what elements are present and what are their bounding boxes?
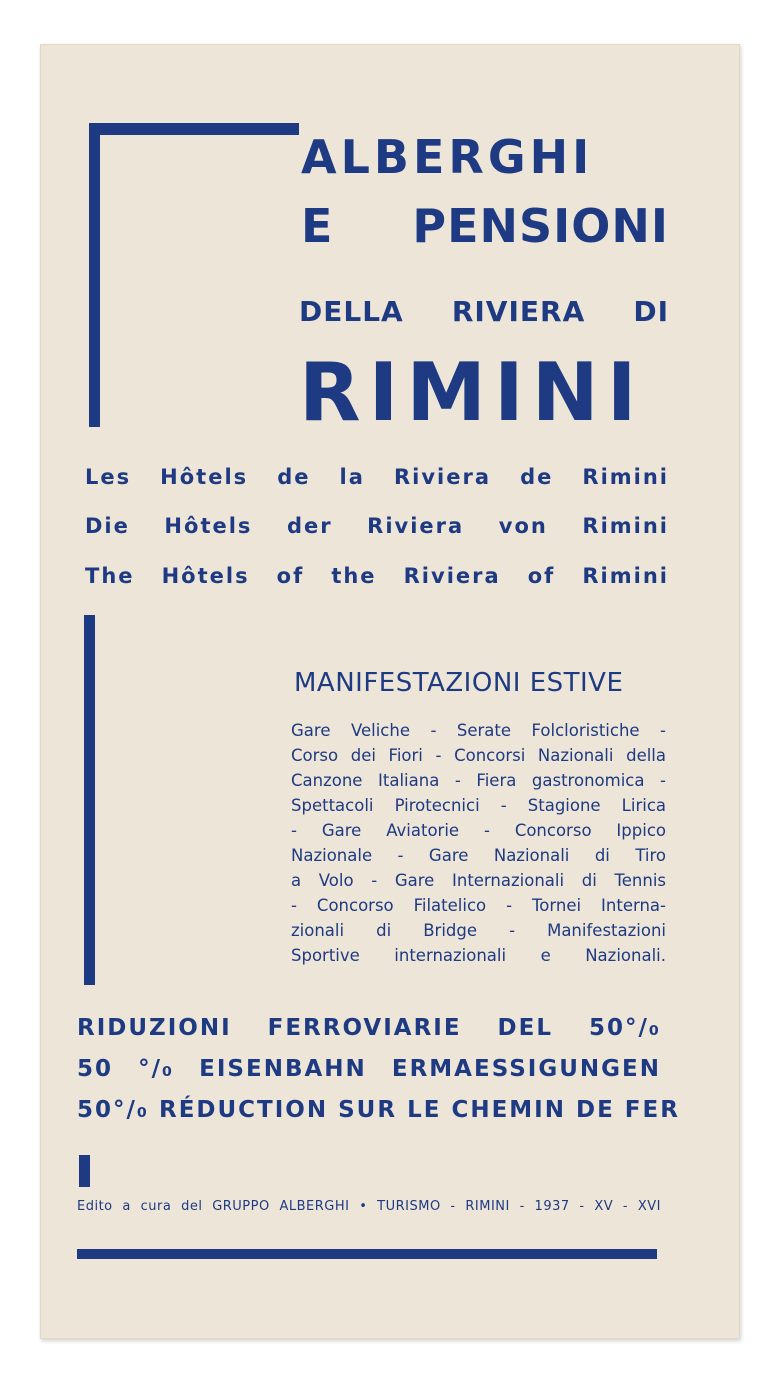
riduzioni-italian: RIDUZIONI FERROVIARIE DEL 50°/₀: [77, 1015, 661, 1041]
bottom-horizontal-bar: [77, 1249, 657, 1259]
manifestazioni-line: - Gare Aviatorie - Concorso Ippico: [291, 821, 666, 840]
manifestazioni-line: a Volo - Gare Internazionali di Tennis: [291, 871, 666, 890]
manifestazioni-line: Sportive internazionali e Nazionali.: [291, 946, 666, 965]
manifestazioni-line: Nazionale - Gare Nazionali di Tiro: [291, 846, 666, 865]
manifestazioni-line: Gare Veliche - Serate Folcloristiche -: [291, 721, 666, 740]
top-left-horizontal-bar: [89, 123, 299, 135]
riduzioni-french: 50°/₀ RÉDUCTION SUR LE CHEMIN DE FER: [77, 1097, 680, 1123]
manifestazioni-line: - Concorso Filatelico - Tornei Interna-: [291, 896, 666, 915]
middle-left-vertical-bar: [84, 615, 95, 985]
manifestazioni-line: zionali di Bridge - Manifestazioni: [291, 921, 666, 940]
top-left-vertical-bar: [89, 135, 100, 427]
title-alberghi: ALBERGHI: [301, 130, 594, 184]
riduzioni-german: 50 °/₀ EISENBAHN ERMAESSIGUNGEN: [77, 1056, 661, 1082]
manifestazioni-list: [291, 718, 666, 968]
subtitle-french: Les Hôtels de la Riviera de Rimini: [85, 465, 669, 489]
manifestazioni-heading: MANIFESTAZIONI ESTIVE: [294, 668, 624, 698]
title-della-riviera-di: DELLA RIVIERA DI: [299, 295, 669, 328]
manifestazioni-line: Spettacoli Pirotecnici - Stagione Lirica: [291, 796, 666, 815]
title-rimini: RIMINI: [299, 346, 645, 439]
subtitle-german: Die Hôtels der Riviera von Rimini: [85, 514, 669, 538]
publisher-footer: Edito a cura del GRUPPO ALBERGHI • TURISMO - RIMINI - 1937 - XV - XVI: [77, 1199, 661, 1214]
subtitle-english: The Hôtels of the Riviera of Rimini: [85, 564, 669, 588]
manifestazioni-line: Canzone Italiana - Fiera gastronomica -: [291, 771, 666, 790]
brochure-page: [40, 44, 740, 1339]
manifestazioni-line: Corso dei Fiori - Concorsi Nazionali della: [291, 746, 666, 765]
lower-left-vertical-bar: [79, 1155, 90, 1187]
title-e-pensioni: E PENSIONI: [301, 199, 669, 253]
